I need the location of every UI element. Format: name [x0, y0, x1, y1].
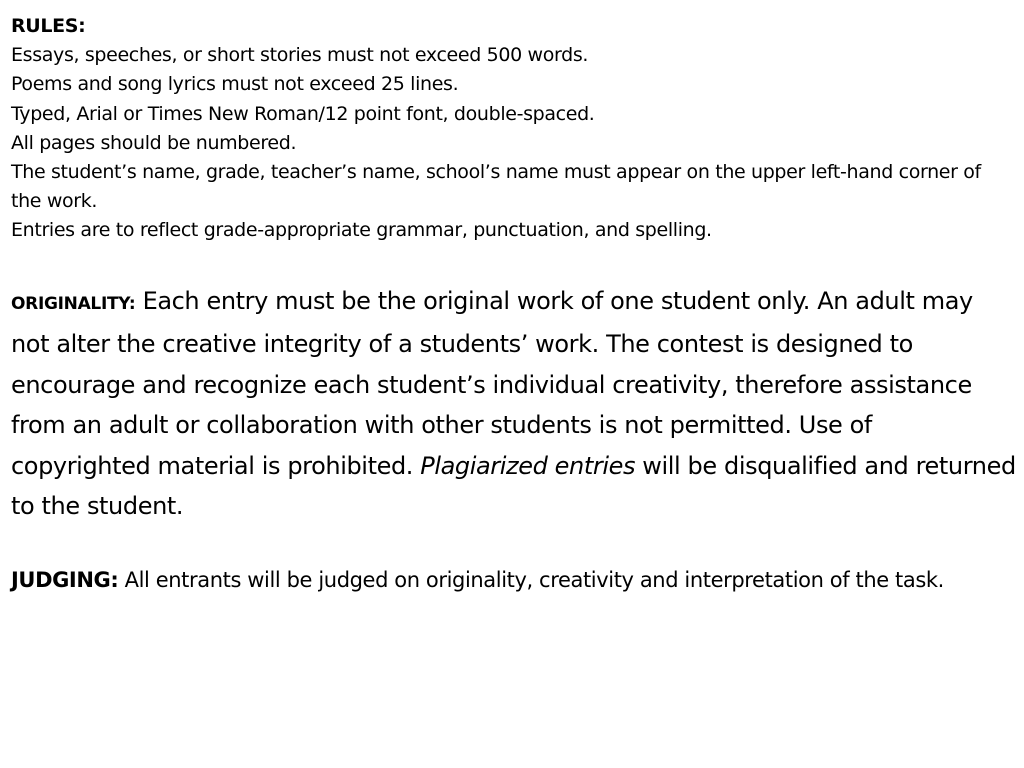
rule-item: Entries are to reflect grade-appropriate grammar, punctuation, and spelling.: [11, 219, 712, 242]
rule-item: Poems and song lyrics must not exceed 25 lines.: [11, 73, 459, 96]
slide-content: [11, 12, 1016, 595]
rules-heading: RULES:: [11, 15, 86, 37]
originality-heading: ORIGINALITY:: [11, 293, 136, 314]
rule-item: All pages should be numbered.: [11, 131, 297, 154]
judging-text: All entrants will be judged on originality, creativity and interpretation of the task.: [124, 567, 944, 592]
judging-heading: JUDGING:: [11, 567, 119, 592]
originality-section: [11, 281, 1016, 527]
rules-section: [11, 12, 1016, 246]
originality-text-end: will be disqualified and returned to the student.: [11, 451, 1016, 521]
originality-text: Each entry must be the original work of one student only. An adult may not alter the creative integrity of a students’ work. The contest is designed to encourage and recognize each student’s individual creativity, therefore assistance from an adult or collaboration with other students is not permitted. Use of copyrighted material is prohibited.: [11, 286, 973, 480]
rule-item: The student’s name, grade, teacher’s name, school’s name must appear on the upper left-hand corner of the work.: [11, 161, 981, 213]
judging-section: [11, 565, 1016, 596]
rule-item: Essays, speeches, or short stories must not exceed 500 words.: [11, 44, 589, 67]
originality-italic-text: Plagiarized entries: [420, 451, 636, 480]
rule-item: Typed, Arial or Times New Roman/12 point font, double-spaced.: [11, 102, 595, 125]
